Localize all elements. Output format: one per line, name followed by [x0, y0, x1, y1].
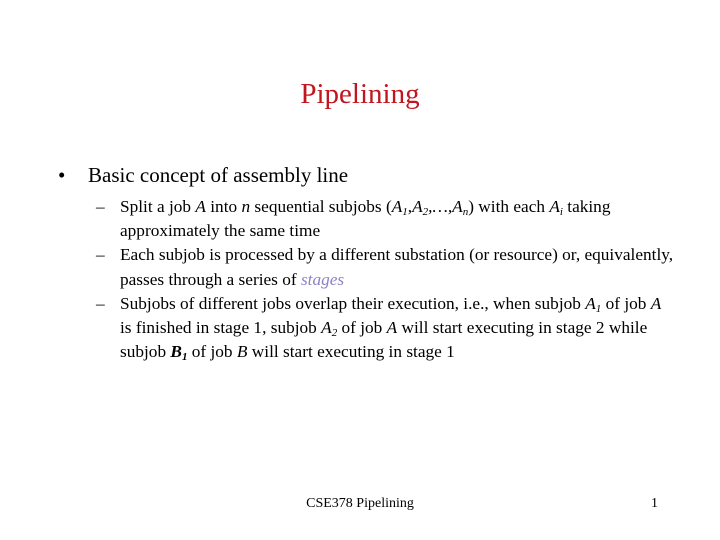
subscript: 1 — [181, 351, 188, 364]
sub-bullets — [96, 195, 676, 364]
page-number: 1 — [651, 496, 658, 511]
stages-term: stages — [300, 269, 345, 289]
subscript: n — [462, 206, 469, 218]
main-bullet — [58, 161, 698, 189]
text: , — [407, 197, 413, 216]
text: Subjobs of different jobs overlap their execution, i.e., when subjob — [120, 293, 586, 313]
text: will start executing in stage 2 while subjob — [120, 318, 648, 362]
subscript: 1 — [402, 206, 408, 218]
var: A — [452, 197, 463, 216]
text: taking approximately the same time — [120, 197, 611, 241]
var: A — [412, 197, 423, 216]
subscript: i — [559, 206, 563, 218]
text: is finished in stage 1, subjob — [120, 318, 322, 338]
var: A — [386, 318, 398, 338]
var: B — [170, 342, 182, 362]
dash-marker: – — [96, 293, 105, 313]
dash-marker: – — [96, 197, 105, 216]
dash-marker: – — [96, 245, 105, 265]
bullet-marker: • — [58, 163, 66, 187]
sub-bullet-1 — [96, 195, 676, 243]
var: n — [241, 197, 251, 216]
subscript: 2 — [331, 327, 338, 340]
subscript: 1 — [595, 302, 602, 315]
bullet-text: Basic concept of assembly line — [88, 163, 349, 187]
text: Each subjob is processed by a different substation (or resource) or, equivalently, passes through a series of — [120, 245, 674, 289]
var: A — [391, 197, 403, 216]
var: A — [650, 293, 662, 313]
subscript: 2 — [422, 206, 429, 218]
sub-bullet-3 — [96, 292, 676, 365]
footer-text: CSE378 Pipelining — [306, 496, 414, 511]
var: A — [321, 318, 332, 338]
text: sequential subjobs ( — [250, 197, 392, 216]
var: A — [195, 197, 206, 216]
sub-bullet-2 — [96, 243, 676, 291]
text: Split a job — [120, 197, 196, 216]
slide-title: Pipelining — [300, 78, 420, 110]
text: will start executing in stage 1 — [247, 342, 455, 362]
text: of job — [337, 318, 387, 338]
ellipsis: ,…, — [428, 197, 453, 216]
text: ) with each — [468, 197, 550, 216]
var: A — [549, 197, 560, 216]
text: of job — [601, 293, 651, 313]
text: into — [205, 197, 242, 216]
var: A — [585, 293, 596, 313]
var: B — [236, 342, 248, 362]
text: of job — [187, 342, 237, 362]
